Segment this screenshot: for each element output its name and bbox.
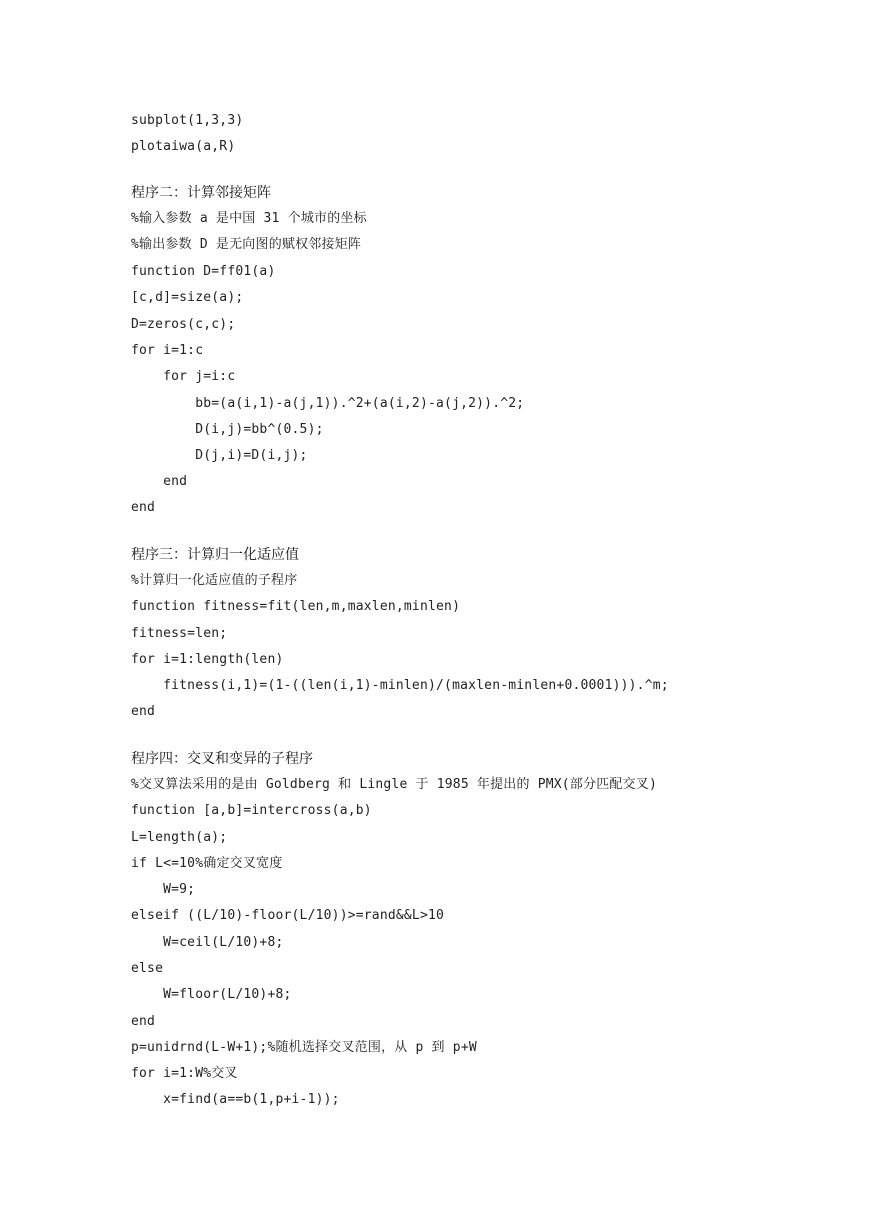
code-line: function D=ff01(a) — [131, 264, 276, 279]
comment-line: %计算归一化适应值的子程序 — [131, 573, 298, 588]
code-line: for j=i:c — [131, 369, 236, 384]
code-line: W=ceil(L/10)+8; — [131, 935, 284, 950]
section-heading: 程序二：计算邻接矩阵 — [131, 185, 271, 201]
section-heading: 程序三：计算归一化适应值 — [131, 547, 299, 563]
code-line: for i=1:W%交叉 — [131, 1066, 238, 1081]
comment-line: %输入参数 a 是中国 31 个城市的坐标 — [131, 211, 367, 226]
code-line: if L<=10%确定交叉宽度 — [131, 856, 283, 871]
code-line: for i=1:c — [131, 343, 204, 358]
code-line: x=find(a==b(1,p+i-1)); — [131, 1092, 340, 1107]
comment-line: %交叉算法采用的是由 Goldberg 和 Lingle 于 1985 年提出的 PMX(部分匹配交叉) — [131, 777, 658, 792]
code-line: D(j,i)=D(i,j); — [131, 448, 308, 463]
code-line: for i=1:length(len) — [131, 652, 284, 667]
code-line: function fitness=fit(len,m,maxlen,minlen) — [131, 599, 461, 614]
code-line: L=length(a); — [131, 830, 228, 845]
code-line: W=9; — [131, 882, 196, 897]
code-line: end — [131, 500, 156, 515]
code-line: D=zeros(c,c); — [131, 317, 236, 332]
code-line: function [a,b]=intercross(a,b) — [131, 803, 372, 818]
code-line: bb=(a(i,1)-a(j,1)).^2+(a(i,2)-a(j,2)).^2; — [131, 396, 525, 411]
code-line: p=unidrnd(L-W+1);%随机选择交叉范围，从 p 到 p+W — [131, 1040, 477, 1055]
code-line: elseif ((L/10)-floor(L/10))>=rand&&L>10 — [131, 908, 445, 923]
code-line: D(i,j)=bb^(0.5); — [131, 422, 324, 437]
section-heading: 程序四：交叉和变异的子程序 — [131, 751, 313, 767]
comment-line: %输出参数 D 是无向图的赋权邻接矩阵 — [131, 237, 362, 252]
code-line: subplot(1,3,3) — [131, 113, 244, 128]
code-line: fitness(i,1)=(1-((len(i,1)-minlen)/(maxlen-minlen+0.0001))).^m; — [131, 678, 669, 693]
code-line: plotaiwa(a,R) — [131, 139, 236, 154]
code-line: end — [131, 474, 188, 489]
code-line: end — [131, 1014, 156, 1029]
code-line: [c,d]=size(a); — [131, 290, 244, 305]
code-line: end — [131, 704, 156, 719]
code-line: fitness=len; — [131, 626, 228, 641]
code-line: W=floor(L/10)+8; — [131, 987, 292, 1002]
code-line: else — [131, 961, 164, 976]
